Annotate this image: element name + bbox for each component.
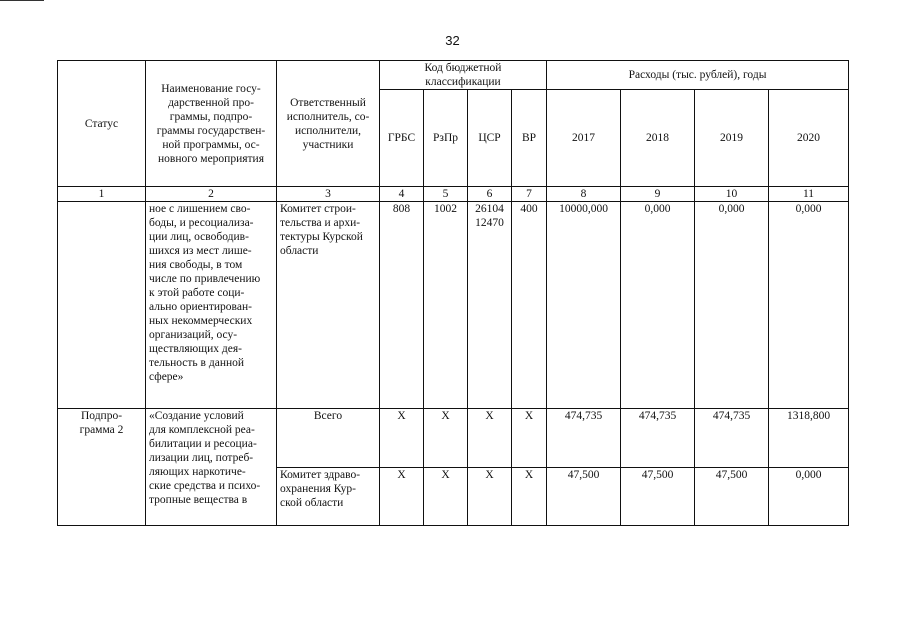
csr-cell: Х: [468, 409, 512, 468]
executor-cell: Комитет здраво- охранения Кур- ской области: [277, 468, 380, 526]
expense-2017-cell: 10000,000: [547, 202, 621, 409]
rzpr-cell: 1002: [424, 202, 468, 409]
column-number: 9: [621, 187, 695, 202]
expense-2019-cell: 474,735: [695, 409, 769, 468]
grbs-cell: Х: [380, 468, 424, 526]
expense-2017-cell: 474,735: [547, 409, 621, 468]
header-grbs: ГРБС: [380, 90, 424, 187]
header-csr: ЦСР: [468, 90, 512, 187]
column-number: 5: [424, 187, 468, 202]
header-budget-code: Код бюджетной классификации: [380, 61, 547, 90]
grbs-cell: 808: [380, 202, 424, 409]
expense-2019-cell: 0,000: [695, 202, 769, 409]
table-row: [58, 202, 849, 409]
column-number: 7: [512, 187, 547, 202]
expense-2018-cell: 47,500: [621, 468, 695, 526]
vr-cell: Х: [512, 468, 547, 526]
program-name-cell: ное с лишением сво- боды, и ресоциализа- ции лиц, освободив- шихся из мест лише- ния свободы, в том числе по привлечению к этой работе соци- ально ориентирован- ных некоммерческих организаций, осу- ществляющих дея- тельность в данной сфере»: [146, 202, 277, 409]
expense-2018-cell: 0,000: [621, 202, 695, 409]
expense-2020-cell: 0,000: [769, 468, 849, 526]
rzpr-cell: Х: [424, 468, 468, 526]
vr-cell: Х: [512, 409, 547, 468]
program-name-cell: «Создание условий для комплексной реа- билитации и ресоциа- лизации лиц, потреб- ляющих наркотиче- ские средства и психо- тропные вещества в: [146, 409, 277, 526]
header-executor: Ответственный исполнитель, со- исполнители, участники: [277, 61, 380, 187]
table-row: [58, 409, 849, 468]
status-cell: Подпро- грамма 2: [58, 409, 146, 526]
expense-2018-cell: 474,735: [621, 409, 695, 468]
header-expenses: Расходы (тыс. рублей), годы: [547, 61, 849, 90]
column-number: 2: [146, 187, 277, 202]
expense-2019-cell: 47,500: [695, 468, 769, 526]
header-year-2019: 2019: [695, 90, 769, 187]
status-cell: [58, 202, 146, 409]
page-number: 32: [445, 33, 460, 48]
rzpr-cell: Х: [424, 409, 468, 468]
expense-2020-cell: 0,000: [769, 202, 849, 409]
vr-cell: 400: [512, 202, 547, 409]
csr-cell: Х: [468, 468, 512, 526]
column-number: 8: [547, 187, 621, 202]
column-number-row: [58, 187, 849, 202]
header-rzpr: РзПр: [424, 90, 468, 187]
header-vr: ВР: [512, 90, 547, 187]
column-number: 3: [277, 187, 380, 202]
header-year-2017: 2017: [547, 90, 621, 187]
column-number: 4: [380, 187, 424, 202]
header-year-2020: 2020: [769, 90, 849, 187]
budget-table: [57, 60, 849, 526]
csr-cell: 26104 12470: [468, 202, 512, 409]
column-number: 6: [468, 187, 512, 202]
grbs-cell: Х: [380, 409, 424, 468]
column-number: 10: [695, 187, 769, 202]
column-number: 1: [58, 187, 146, 202]
executor-cell: Всего: [277, 409, 380, 468]
expense-2020-cell: 1318,800: [769, 409, 849, 468]
executor-cell: Комитет строи- тельства и архи- тектуры Курской области: [277, 202, 380, 409]
scan-edge-mark: [0, 0, 44, 6]
column-number: 11: [769, 187, 849, 202]
header-status: Статус: [58, 61, 146, 187]
header-year-2018: 2018: [621, 90, 695, 187]
expense-2017-cell: 47,500: [547, 468, 621, 526]
header-program-name: Наименование госу- дарственной про- граммы, подпро- граммы государствен- ной программы, ос- новного мероприятия: [146, 61, 277, 187]
